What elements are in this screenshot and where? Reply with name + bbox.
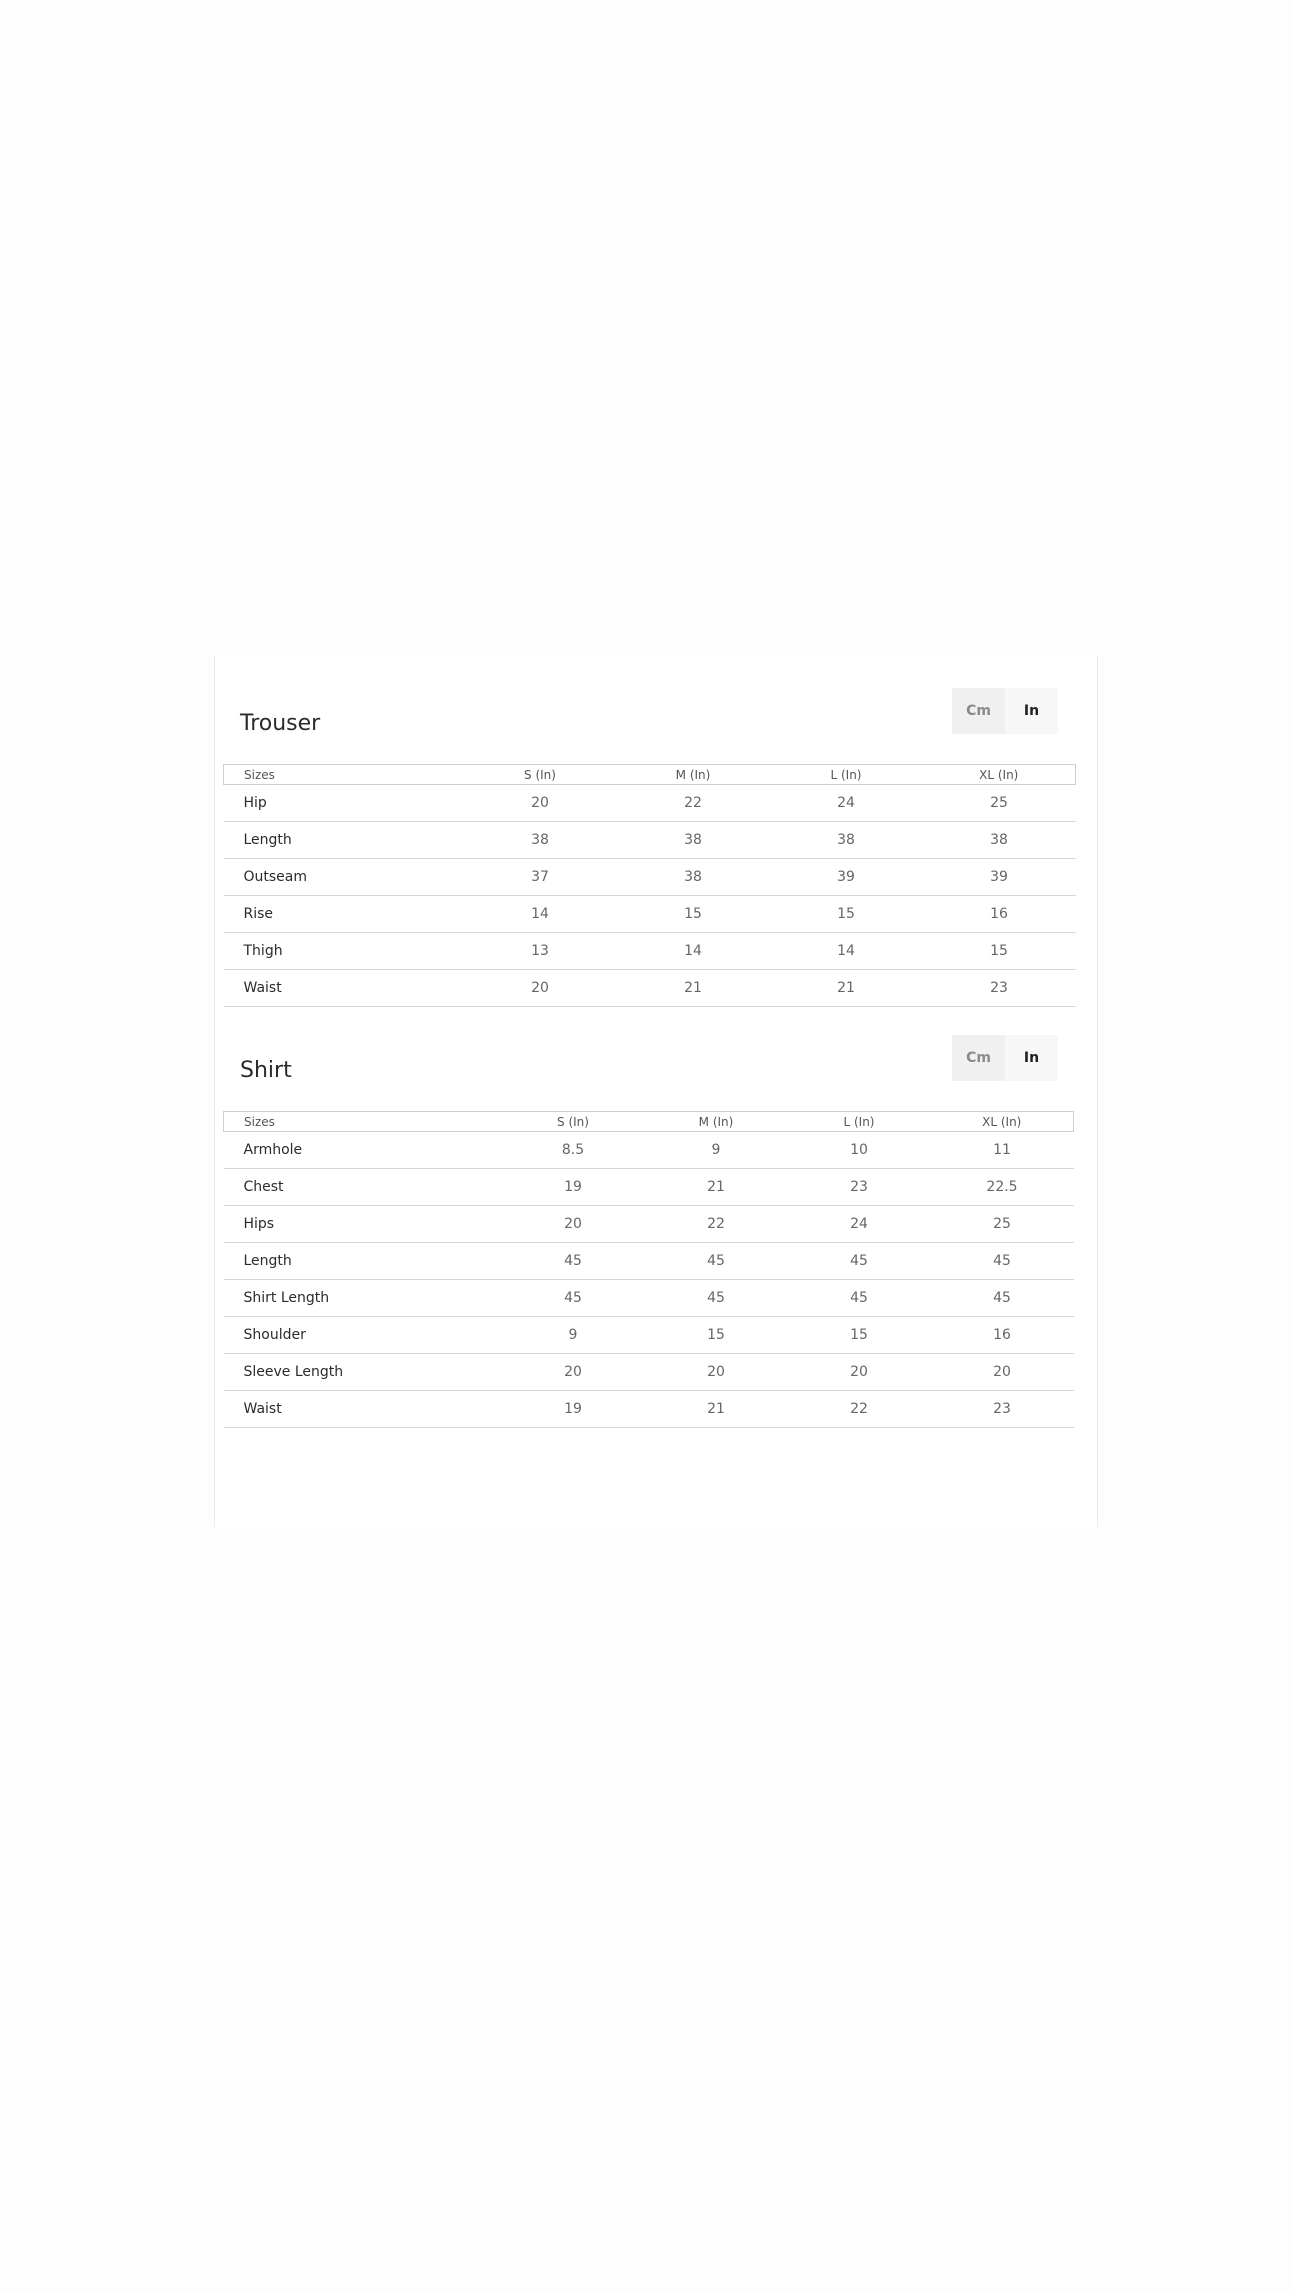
table-row xyxy=(224,1391,1074,1428)
trouser-unit-toggle xyxy=(952,688,1058,734)
table-cell: 39 xyxy=(923,859,1076,896)
trouser-size-table xyxy=(223,764,1076,1007)
trouser-section-header xyxy=(223,688,1074,764)
table-cell: 15 xyxy=(645,1317,788,1354)
table-cell: 23 xyxy=(788,1169,931,1206)
table-cell: 8.5 xyxy=(502,1132,645,1169)
table-cell: 20 xyxy=(502,1206,645,1243)
table-cell: 25 xyxy=(931,1206,1074,1243)
shirt-size-table xyxy=(223,1111,1074,1428)
row-label: Outseam xyxy=(224,859,464,896)
table-row xyxy=(224,822,1076,859)
table-cell: 24 xyxy=(788,1206,931,1243)
table-cell: 38 xyxy=(770,822,923,859)
table-cell: 21 xyxy=(617,970,770,1007)
table-cell: 16 xyxy=(923,896,1076,933)
shirt-title: Shirt xyxy=(240,1058,292,1083)
column-header: Sizes xyxy=(224,765,464,785)
trouser-cm-button[interactable]: Cm xyxy=(952,688,1005,734)
shirt-section-header xyxy=(223,1035,1074,1111)
table-cell: 20 xyxy=(645,1354,788,1391)
table-row xyxy=(224,1354,1074,1391)
row-label: Shirt Length xyxy=(224,1280,502,1317)
column-header: M (In) xyxy=(645,1112,788,1132)
table-row xyxy=(224,970,1076,1007)
table-row xyxy=(224,1206,1074,1243)
trouser-in-button[interactable]: In xyxy=(1005,688,1058,734)
table-cell: 16 xyxy=(931,1317,1074,1354)
table-cell: 14 xyxy=(770,933,923,970)
row-label: Shoulder xyxy=(224,1317,502,1354)
table-cell: 15 xyxy=(770,896,923,933)
table-row xyxy=(224,933,1076,970)
table-cell: 45 xyxy=(931,1280,1074,1317)
column-header: XL (In) xyxy=(923,765,1076,785)
table-cell: 9 xyxy=(502,1317,645,1354)
row-label: Armhole xyxy=(224,1132,502,1169)
row-label: Length xyxy=(224,822,464,859)
table-cell: 22 xyxy=(788,1391,931,1428)
table-cell: 19 xyxy=(502,1391,645,1428)
table-cell: 45 xyxy=(931,1243,1074,1280)
table-cell: 20 xyxy=(931,1354,1074,1391)
column-header: L (In) xyxy=(770,765,923,785)
column-header: M (In) xyxy=(617,765,770,785)
table-row xyxy=(224,1132,1074,1169)
table-row xyxy=(224,859,1076,896)
row-label: Sleeve Length xyxy=(224,1354,502,1391)
table-cell: 39 xyxy=(770,859,923,896)
table-cell: 38 xyxy=(923,822,1076,859)
table-cell: 21 xyxy=(770,970,923,1007)
table-cell: 21 xyxy=(645,1391,788,1428)
row-label: Rise xyxy=(224,896,464,933)
column-header: L (In) xyxy=(788,1112,931,1132)
table-cell: 20 xyxy=(464,785,617,822)
shirt-unit-toggle xyxy=(952,1035,1058,1081)
table-cell: 23 xyxy=(931,1391,1074,1428)
table-header-row xyxy=(224,1112,1074,1132)
row-label: Hip xyxy=(224,785,464,822)
trouser-title: Trouser xyxy=(240,711,321,736)
table-cell: 22.5 xyxy=(931,1169,1074,1206)
table-row xyxy=(224,1280,1074,1317)
table-cell: 10 xyxy=(788,1132,931,1169)
table-cell: 20 xyxy=(502,1354,645,1391)
table-cell: 14 xyxy=(617,933,770,970)
trouser-size-section xyxy=(223,688,1074,1007)
table-cell: 22 xyxy=(645,1206,788,1243)
size-chart-panel xyxy=(214,656,1098,1527)
table-cell: 45 xyxy=(645,1243,788,1280)
row-label: Length xyxy=(224,1243,502,1280)
table-cell: 11 xyxy=(931,1132,1074,1169)
table-cell: 15 xyxy=(923,933,1076,970)
table-cell: 22 xyxy=(617,785,770,822)
table-cell: 38 xyxy=(464,822,617,859)
table-cell: 13 xyxy=(464,933,617,970)
table-header-row xyxy=(224,765,1076,785)
table-row xyxy=(224,1243,1074,1280)
table-cell: 21 xyxy=(645,1169,788,1206)
table-row xyxy=(224,896,1076,933)
shirt-cm-button[interactable]: Cm xyxy=(952,1035,1005,1081)
table-cell: 45 xyxy=(788,1243,931,1280)
table-cell: 45 xyxy=(788,1280,931,1317)
column-header: Sizes xyxy=(224,1112,502,1132)
table-cell: 38 xyxy=(617,859,770,896)
table-cell: 20 xyxy=(788,1354,931,1391)
column-header: XL (In) xyxy=(931,1112,1074,1132)
table-cell: 25 xyxy=(923,785,1076,822)
row-label: Waist xyxy=(224,970,464,1007)
row-label: Chest xyxy=(224,1169,502,1206)
table-cell: 45 xyxy=(502,1243,645,1280)
table-cell: 23 xyxy=(923,970,1076,1007)
table-cell: 15 xyxy=(788,1317,931,1354)
table-cell: 24 xyxy=(770,785,923,822)
table-row xyxy=(224,785,1076,822)
shirt-size-section xyxy=(223,1035,1074,1428)
table-cell: 37 xyxy=(464,859,617,896)
table-cell: 45 xyxy=(502,1280,645,1317)
row-label: Hips xyxy=(224,1206,502,1243)
table-row xyxy=(224,1317,1074,1354)
row-label: Thigh xyxy=(224,933,464,970)
table-cell: 14 xyxy=(464,896,617,933)
table-row xyxy=(224,1169,1074,1206)
row-label: Waist xyxy=(224,1391,502,1428)
table-cell: 19 xyxy=(502,1169,645,1206)
table-cell: 15 xyxy=(617,896,770,933)
column-header: S (In) xyxy=(464,765,617,785)
shirt-in-button[interactable]: In xyxy=(1005,1035,1058,1081)
column-header: S (In) xyxy=(502,1112,645,1132)
table-cell: 20 xyxy=(464,970,617,1007)
table-cell: 9 xyxy=(645,1132,788,1169)
table-cell: 38 xyxy=(617,822,770,859)
table-cell: 45 xyxy=(645,1280,788,1317)
